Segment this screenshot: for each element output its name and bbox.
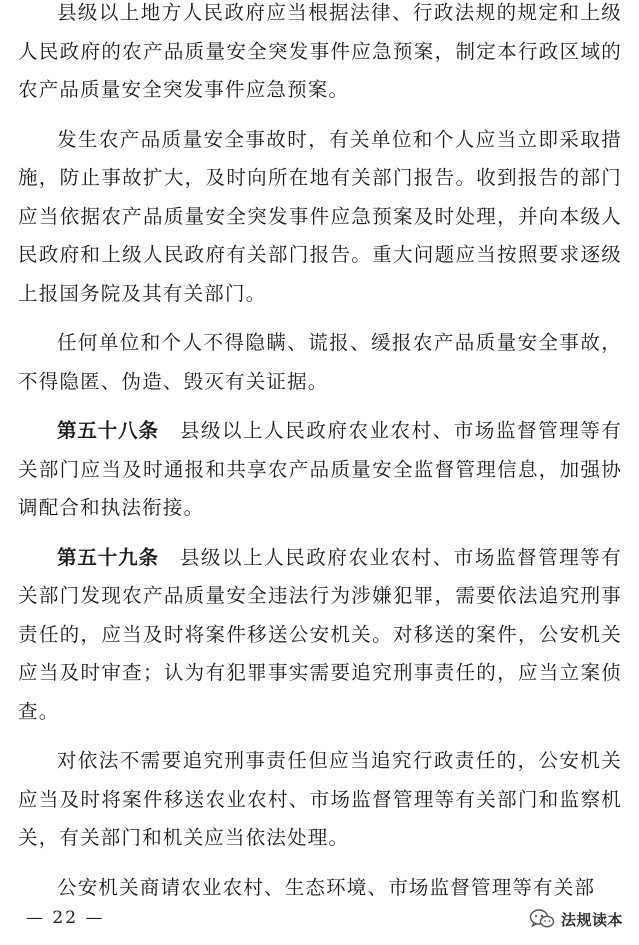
account-brand[interactable] <box>529 908 623 930</box>
document-page <box>18 0 622 907</box>
paragraph-3 <box>18 324 622 401</box>
paragraph-6 <box>18 742 622 858</box>
paragraph-continued: 公安机关商请农业农村、生态环境、市场监督管理等有关部 <box>57 875 596 899</box>
paragraph-text: 发生农产品质量安全事故时，有关单位和个人应当立即采取措施，防止事故扩大，及时向所在地有关部门报告。收到报告的部门应当依据农产品质量安全突发事件应急预案及时处理，并向本级人民政府和上级人民政府有关部门报告。重大问题应当按照要求逐级上报国务院及其有关部门。 <box>18 127 622 305</box>
paragraph-2 <box>18 121 622 314</box>
paragraph-article-59 <box>18 539 622 732</box>
brand-name: 法规读本 <box>560 910 623 929</box>
paragraph-text: 任何单位和个人不得隐瞒、谎报、缓报农产品质量安全事故，不得隐匿、伪造、毁灭有关证据。 <box>18 331 622 393</box>
page-footer <box>0 906 639 942</box>
article-58-heading: 第五十八条 <box>57 419 159 442</box>
paragraph-article-58 <box>18 412 622 528</box>
wechat-icon <box>529 908 555 930</box>
paragraph-1 <box>18 0 622 110</box>
paragraph-text: 县级以上人民政府农业农村、市场监督管理等有关部门发现农产品质量安全违法行为涉嫌犯罪，需要依法追究刑事责任的，应当及时将案件移送公安机关。对移送的案件，公安机关应当及时审查；认为有犯罪事实需要追究刑事责任的，应当立案侦查。 <box>18 545 622 723</box>
article-59-heading: 第五十九条 <box>57 545 159 569</box>
paragraph-text: 对依法不需要追究刑事责任但应当追究行政责任的，公安机关应当及时将案件移送农业农村、市场监督管理等有关部门和监察机关，有关部门和机关应当依法处理。 <box>18 749 622 849</box>
paragraph-text: 县级以上地方人民政府应当根据法律、行政法规的规定和上级人民政府的农产品质量安全突发事件应急预案，制定本行政区域的农产品质量安全突发事件应急预案。 <box>18 1 622 101</box>
paragraph-text: 县级以上人民政府农业农村、市场监督管理等有关部门应当及时通报和共享农产品质量安全监督管理信息，加强协调配合和执法衔接。 <box>18 419 622 519</box>
page-number: — 22 — <box>26 908 105 928</box>
